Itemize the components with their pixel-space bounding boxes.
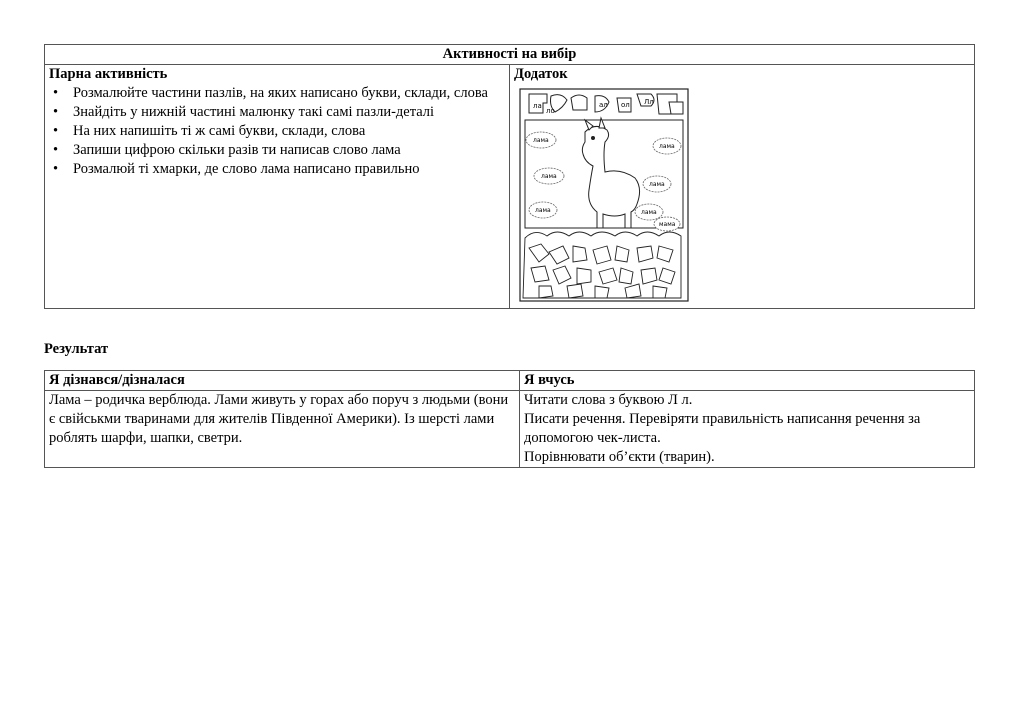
result-table	[44, 370, 975, 468]
puzzle-label: ла	[533, 102, 542, 110]
learned-cell: Лама – родичка верблюда. Лами живуть у горах або поруч з людьми (вони є свійськми тваринами для жителів Південної Америки). Із шерсті лами роблять шарфи, шапки, светри.	[45, 391, 520, 468]
cloud-word: мама	[659, 221, 676, 228]
appendix-title: Додаток	[514, 66, 568, 82]
learning-line: Читати слова з буквою Л л.	[524, 392, 693, 408]
activity-item: • Знайдіть у нижній частині малюнку такі самі пазли-деталі	[73, 103, 505, 122]
learning-header: Я вчусь	[520, 371, 975, 391]
activity-list	[49, 84, 505, 179]
llama-worksheet-image	[519, 88, 689, 302]
cloud-word: лама	[659, 143, 675, 150]
cloud-word: лама	[649, 181, 665, 188]
learned-header: Я дізнався/дізналася	[45, 371, 520, 391]
puzzle-piece	[669, 102, 683, 114]
cloud-word: лама	[641, 209, 657, 216]
activity-item: • На них напишіть ті ж самі букви, склади, слова	[73, 122, 505, 141]
learning-line: Писати речення. Перевіряти правильність написання речення за допомогою чек-листа.	[524, 411, 921, 446]
puzzle-label: ло	[546, 107, 555, 115]
activity-item: • Розмалюй ті хмарки, де слово лама написано правильно	[73, 160, 505, 179]
activity-item: • Розмалюйте частини пазлів, на яких написано букви, склади, слова	[73, 84, 505, 103]
activity-item: • Запиши цифрою скільки разів ти написав слово лама	[73, 141, 505, 160]
appendix-cell	[510, 65, 975, 309]
activities-table	[44, 44, 975, 309]
cloud-word: лама	[541, 173, 557, 180]
result-heading: Результат	[44, 341, 109, 357]
puzzle-piece	[571, 95, 587, 110]
learning-line: Порівнювати об’єкти (тварин).	[524, 449, 715, 465]
cloud-word: лама	[535, 207, 551, 214]
puzzle-area	[523, 232, 681, 298]
activities-title: Активності на вибір	[45, 45, 975, 65]
puzzle-label: ал	[599, 101, 608, 109]
pair-activity-title: Парна активність	[49, 66, 168, 82]
puzzle-label: Лл	[644, 98, 654, 106]
puzzle-label: ол	[621, 101, 630, 109]
cloud-word: лама	[533, 137, 549, 144]
learning-cell	[520, 391, 975, 468]
pair-activity-cell	[45, 65, 510, 309]
